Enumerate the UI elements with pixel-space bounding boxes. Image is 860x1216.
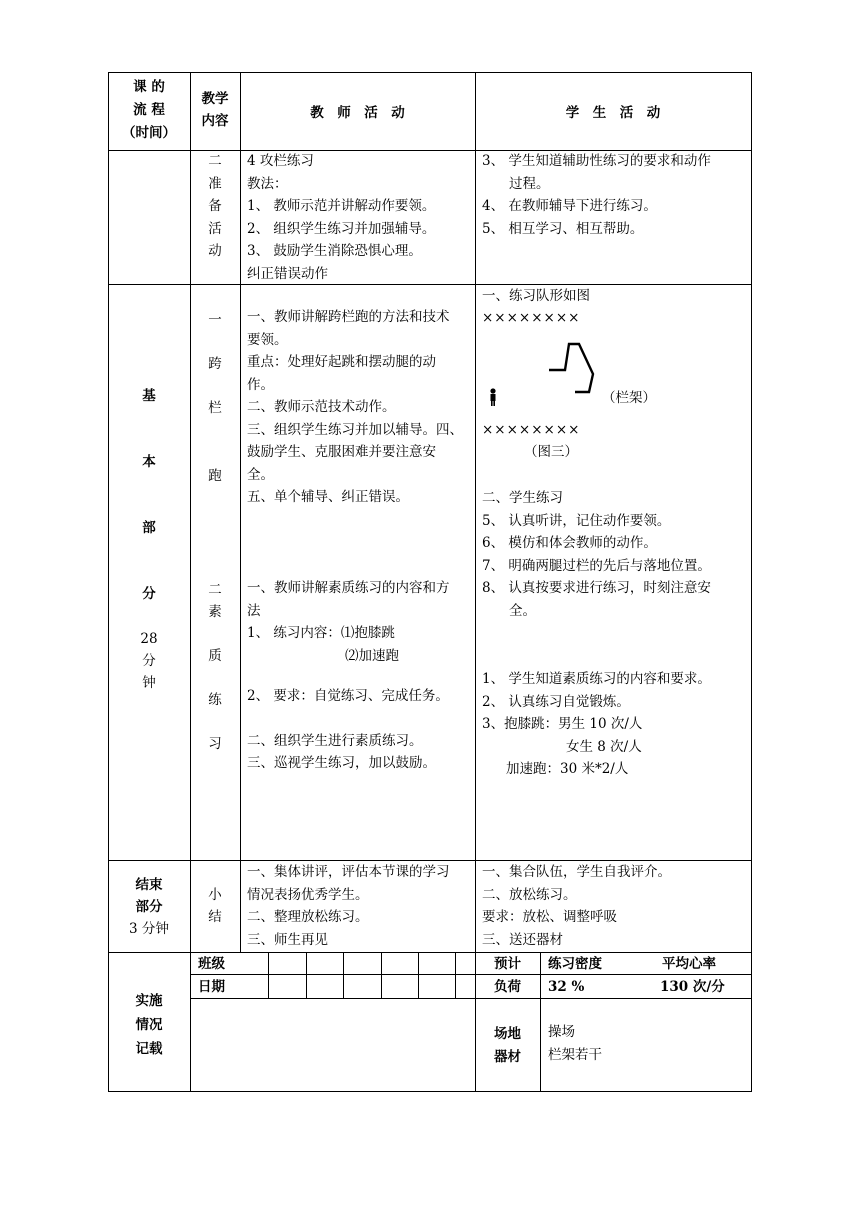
venue-value: 操场 栏架若干 <box>548 1024 602 1063</box>
record-section-label: 实施 情况 记载 <box>135 993 163 1057</box>
density-value: 32 % <box>548 979 585 995</box>
header-teacher-activity: 教 师 活 动 <box>310 105 405 121</box>
formation-title: 一、练习队形如图 <box>482 288 590 304</box>
end-student-text: 一、集合队伍，学生自我评介。 二、放松练习。 要求：放松、调整呼吸 三、送还器材 <box>482 864 671 948</box>
main-teacher-hurdle-text: 一、教师讲解跨栏跑的方法和技术 要领。 重点：处理好起跳和摆动腿的动 作。 二、教师示范技术动作。 三、组织学生练习并加以辅导。四、 鼓励学生、克服困难并要注意安 全。 五、单个辅导、纠正错误。 <box>247 309 463 505</box>
end-teacher-text: 一、集体讲评，评估本节课的学习 情况表扬优秀学生。 二、整理放松练习。 三、师生再见 <box>247 864 450 948</box>
venue-label: 场地 器材 <box>494 1026 521 1065</box>
heart-rate-value: 130 次/分 <box>660 979 725 995</box>
header-content: 教学 内容 <box>201 91 229 129</box>
formation-row-bottom: ×××××××× <box>482 422 581 438</box>
main-teacher-fitness-text: 一、教师讲解素质练习的内容和方 法 1、 练习内容：⑴抱膝跳 ⑵加速跑 2、 要求：自觉练习、完成任务。 二、组织学生进行素质练习。 三、巡视学生练习，加以鼓励。 <box>247 580 450 771</box>
main-content-hurdle: 一 跨 栏 跑 <box>208 312 222 484</box>
prep-student-text: 3、 学生知道辅助性练习的要求和动作 过程。 4、 在教师辅导下进行练习。 5、 相互学习、相互帮助。 <box>482 153 711 237</box>
main-student-fitness-text: 1、 学生知道素质练习的内容和要求。 2、 认真练习自觉锻炼。 3、抱膝跳：男生 10 次/人 女生 8 次/人 加速跑：30 米*2/人 <box>482 671 711 777</box>
load-label: 预计 负荷 <box>494 956 521 995</box>
hurdle-label: （栏架） <box>602 390 656 406</box>
heart-rate-label: 平均心率 <box>662 956 716 972</box>
hurdle-diagram <box>545 338 601 396</box>
end-content-label: 小 结 <box>208 887 222 925</box>
formation-row-top: ×××××××× <box>482 310 581 326</box>
end-section-label: 结束 部分 3 分钟 <box>129 877 169 937</box>
density-label: 练习密度 <box>548 956 602 972</box>
main-section-label: 基 本 部 分 28 分 钟 <box>140 388 158 691</box>
date-label: 日期 <box>198 979 225 995</box>
class-label: 班级 <box>198 956 225 972</box>
main-student-hurdle-text: 二、学生练习 5、 认真听讲，记住动作要领。 6、 模仿和体会教师的动作。 7、 明确两腿过栏的先后与落地位置。 8、 认真按要求进行练习，时刻注意安 全。 <box>482 490 711 619</box>
person-icon <box>488 388 498 406</box>
prep-content-label: 二 准 备 活 动 <box>208 153 222 259</box>
header-flow-time: 课 的 流 程 （时间） <box>122 79 176 141</box>
main-content-fitness: 二 素 质 练 习 <box>208 582 222 752</box>
figure-caption: （图三） <box>524 444 578 460</box>
prep-teacher-text: 4 攻栏练习 教法： 1、 教师示范并讲解动作要领。 2、 组织学生练习并加强辅导。 3、 鼓励学生消除恐惧心理。 纠正错误动作 <box>247 153 436 282</box>
header-student-activity: 学 生 活 动 <box>565 105 661 121</box>
